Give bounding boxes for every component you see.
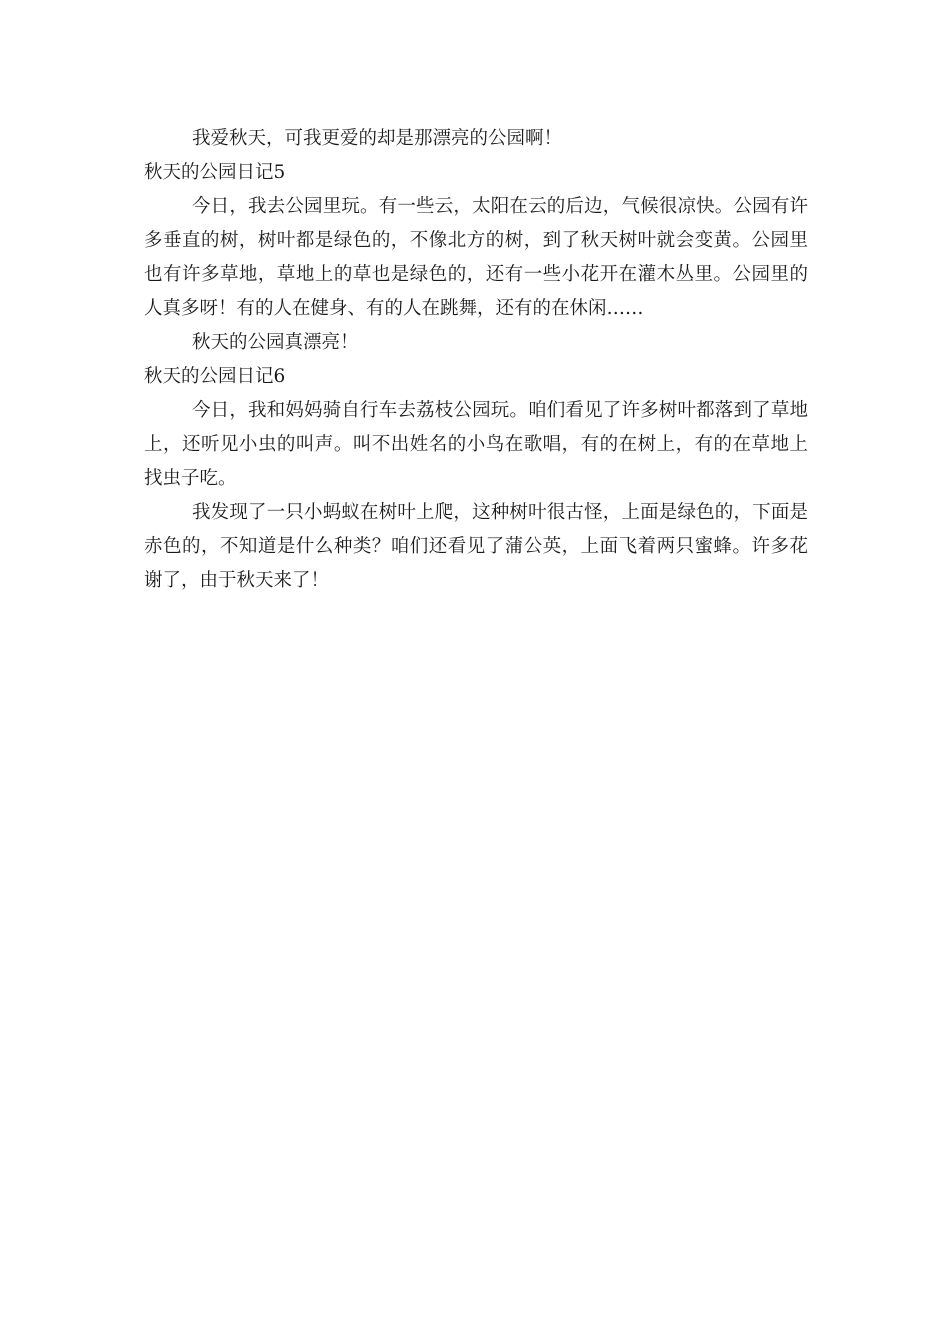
diary-5-paragraph-2: 秋天的公园真漂亮！ xyxy=(192,332,359,353)
diary-5-paragraph-1: 今日，我去公园里玩。有一些云，太阳在云的后边，气候很凉快。公园有许多垂直的树，树叶都是绿色的，不像北方的树，到了秋天树叶就会变黄。公园里也有许多草地，草地上的草也是绿色的，还有一些小花开在灌木丛里。公园里的人真多呀！有的人在健身、有的人在跳舞，还有的在休闲…… xyxy=(144,196,808,319)
document-body xyxy=(144,122,808,598)
diary-6-heading: 秋天的公园日记6 xyxy=(144,366,286,387)
diary-6-paragraph-2: 我发现了一只小蚂蚁在树叶上爬，这种树叶很古怪，上面是绿色的，下面是赤色的，不知道是什么种类？咱们还看见了蒲公英，上面飞着两只蜜蜂。许多花谢了，由于秋天来了！ xyxy=(144,502,808,591)
diary-6-paragraph-1: 今日，我和妈妈骑自行车去荔枝公园玩。咱们看见了许多树叶都落到了草地上，还听见小虫的叫声。叫不出姓名的小鸟在歌唱，有的在树上，有的在草地上找虫子吃。 xyxy=(144,400,808,489)
diary-5-heading: 秋天的公园日记5 xyxy=(144,162,286,183)
closing-paragraph: 我爱秋天，可我更爱的却是那漂亮的公园啊！ xyxy=(192,128,563,149)
